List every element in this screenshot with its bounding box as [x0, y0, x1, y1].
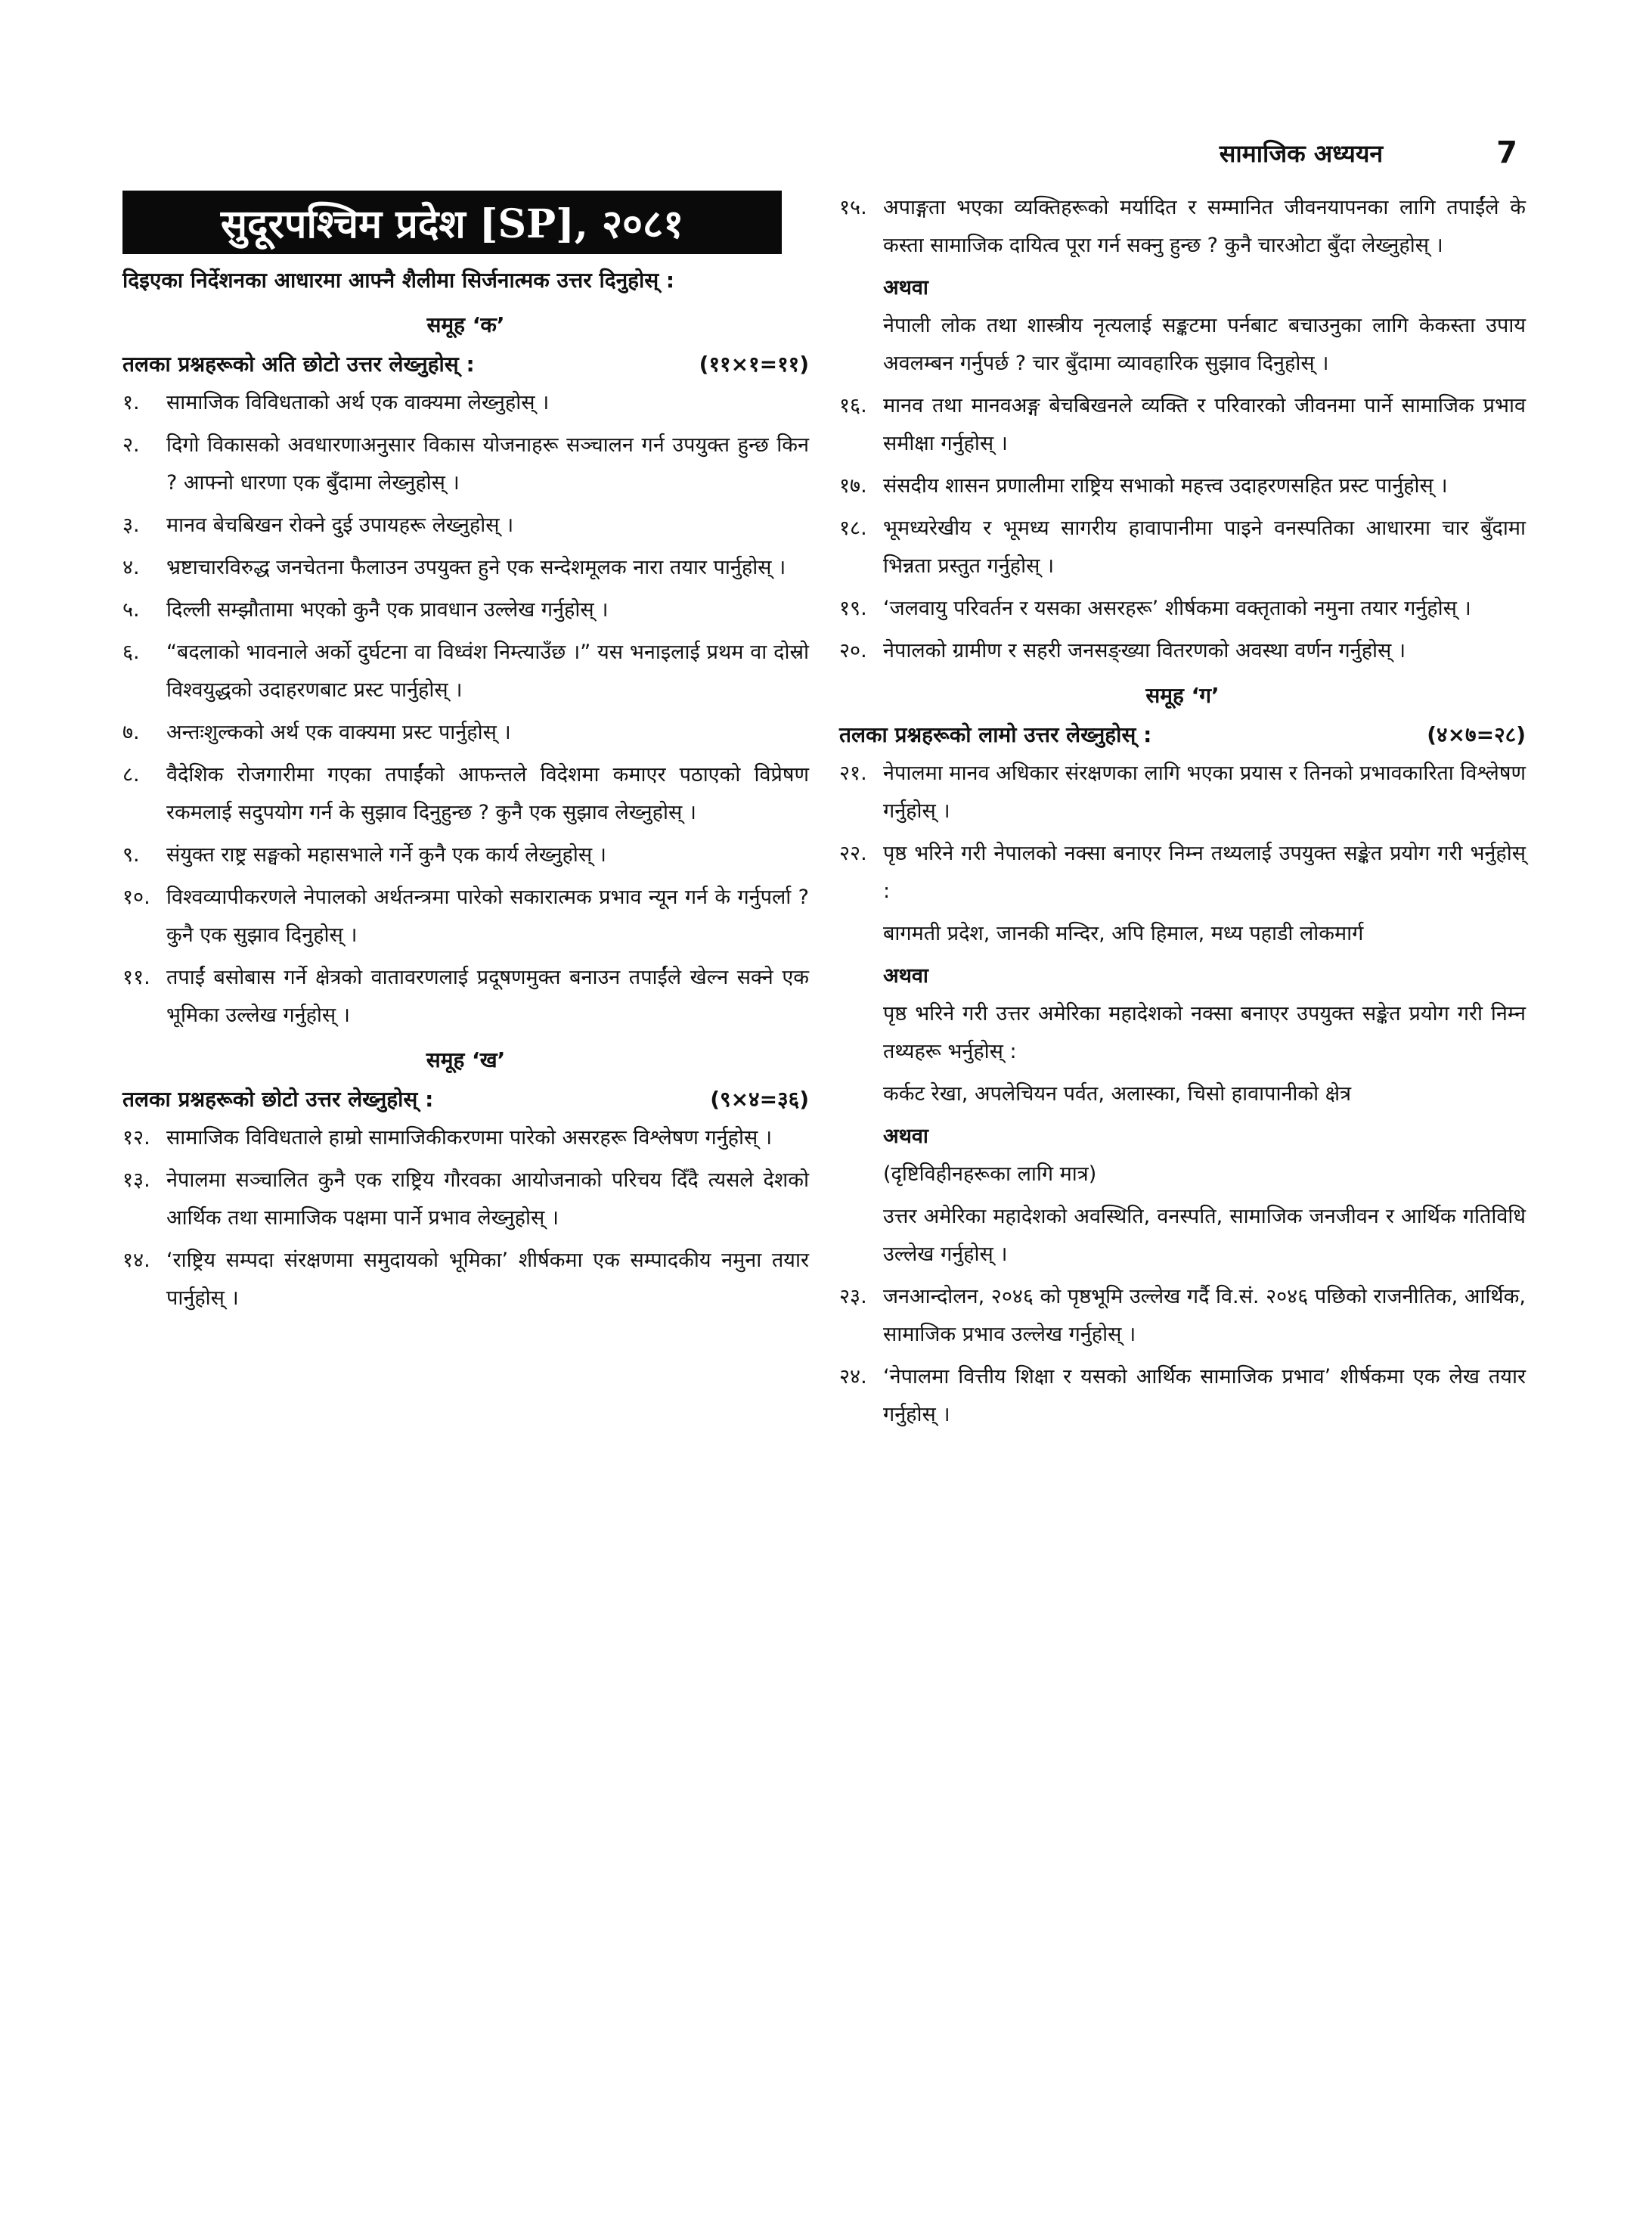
question-number: १०. — [122, 886, 150, 909]
question-number: १. — [122, 391, 140, 414]
question — [122, 959, 809, 1035]
question-text: विश्वव्यापीकरणले नेपालको अर्थतन्त्रमा पारेको सकारात्मक प्रभाव न्यून गर्न के गर्नुपर्ला ? कुनै एक सुझाव दिनुहोस् । — [166, 886, 809, 947]
alternate-question-text: पृष्ठ भरिने गरी उत्तर अमेरिका महादेशको नक्सा बनाएर उपयुक्त सङ्केत प्रयोग गरी निम्न तथ्यहरू भर्नुहोस् : — [883, 1002, 1526, 1063]
question — [122, 879, 809, 954]
group-c-instruction: तलका प्रश्नहरूको लामो उत्तर लेख्नुहोस् : — [839, 722, 1152, 747]
visually-impaired-question: उत्तर अमेरिका महादेशको अवस्थिति, वनस्पति, सामाजिक जनजीवन र आर्थिक गतिविधि उल्लेख गर्नुहोस् । — [883, 1205, 1526, 1266]
question — [122, 1119, 809, 1157]
question-number: २. — [122, 433, 140, 457]
question-text: सामाजिक विविधताले हाम्रो सामाजिकीकरणमा पारेको असरहरू विश्लेषण गर्नुहोस् । — [166, 1126, 773, 1150]
group-a-marks: (११×१=११) — [699, 352, 809, 377]
visually-impaired-note: (दृष्टिविहीनहरूका लागि मात्र) — [883, 1162, 1097, 1186]
question-number: ६. — [122, 641, 140, 664]
group-a-instruction-row — [122, 345, 809, 384]
map-facts-alternate: कर्कट रेखा, अपलेचियन पर्वत, अलास्का, चिसो हावापानीको क्षेत्र — [883, 1082, 1351, 1106]
page-number: 7 — [1496, 135, 1517, 170]
or-label: अथवा — [883, 1125, 928, 1148]
question-number: ३. — [122, 514, 140, 537]
group-b-heading: समूह ‘ख’ — [426, 1047, 506, 1072]
question — [122, 634, 809, 709]
question-text: “बदलाको भावनाले अर्को दुर्घटना वा विध्वंश निम्त्याउँछ ।” यस भनाइलाई प्रथम वा दोस्रो विश्वयुद्धको उदाहरणबाट प्रस्ट पार्नुहोस् । — [166, 641, 809, 702]
question — [122, 756, 809, 832]
question-number: १७. — [839, 474, 867, 498]
question — [839, 189, 1526, 265]
group-a-instruction: तलका प्रश्नहरूको अति छोटो उत्तर लेख्नुहोस् : — [122, 352, 475, 377]
question-text: ‘नेपालमा वित्तीय शिक्षा र यसको आर्थिक सामाजिक प्रभाव’ शीर्षकमा एक लेख तयार गर्नुहोस् । — [883, 1365, 1526, 1426]
question-number: २४. — [839, 1365, 867, 1388]
question — [839, 467, 1526, 505]
question — [122, 836, 809, 874]
group-c-instruction-row — [839, 715, 1526, 755]
exam-title: सुदूरपश्चिम प्रदेश [SP], २०८१ — [122, 191, 782, 254]
question — [839, 590, 1526, 628]
question-number: १४. — [122, 1249, 150, 1272]
question-number: ४. — [122, 556, 140, 579]
question-number: १२. — [122, 1126, 150, 1150]
question-text: मानव तथा मानवअङ्ग बेचबिखनले व्यक्ति र परिवारको जीवनमा पार्ने सामाजिक प्रभाव समीक्षा गर्नुहोस् । — [883, 394, 1526, 455]
question-number: १५. — [839, 196, 867, 219]
group-b-marks: (९×४=३६) — [710, 1087, 809, 1112]
subject-title: सामाजिक अध्ययन — [1219, 138, 1384, 168]
group-c-heading: समूह ‘ग’ — [1145, 683, 1220, 708]
left-column — [122, 191, 809, 1322]
question — [839, 835, 1526, 911]
question-text: नेपालको ग्रामीण र सहरी जनसङ्ख्या वितरणको अवस्था वर्णन गर्नुहोस् । — [883, 639, 1406, 662]
question-number: ५. — [122, 598, 140, 622]
question-number: ११. — [122, 966, 150, 989]
question-text: ‘राष्ट्रिय सम्पदा संरक्षणमा समुदायको भूमिका’ शीर्षकमा एक सम्पादकीय नमुना तयार पार्नुहोस् । — [166, 1249, 809, 1310]
question-number: २२. — [839, 842, 867, 865]
group-c-marks: (४×७=२८) — [1427, 722, 1526, 747]
question-text: संयुक्त राष्ट्र सङ्घको महासभाले गर्ने कुनै एक कार्य लेख्नुहोस् । — [166, 843, 606, 867]
question-number: १६. — [839, 394, 867, 417]
group-b-instruction: तलका प्रश्नहरूको छोटो उत्तर लेख्नुहोस् : — [122, 1087, 434, 1112]
question — [122, 591, 809, 629]
question-number: १९. — [839, 597, 867, 620]
group-a-questions — [122, 384, 809, 1035]
question-text: जनआन्दोलन, २०४६ को पृष्ठभूमि उल्लेख गर्दै वि.सं. २०४६ पछिको राजनीतिक, आर्थिक, सामाजिक प्रभाव उल्लेख गर्नुहोस् । — [883, 1285, 1526, 1346]
question — [122, 549, 809, 587]
question-text: वैदेशिक रोजगारीमा गएका तपाईंको आफन्तले विदेशमा कमाएर पठाएको विप्रेषण रकमलाई सदुपयोग गर्न के सुझाव दिनुहुन्छ ? कुनै एक सुझाव लेख्नुहोस् । — [166, 763, 809, 824]
alternate-question-text: नेपाली लोक तथा शास्त्रीय नृत्यलाई सङ्कटमा पर्नबाट बचाउनुका लागि केकस्ता उपाय अवलम्बन गर्नुपर्छ ? चार बुँदामा व्यावहारिक सुझाव दिनुहोस् । — [883, 314, 1526, 375]
question — [839, 1278, 1526, 1354]
question-text: पृष्ठ भरिने गरी नेपालको नक्सा बनाएर निम्न तथ्यलाई उपयुक्त सङ्केत प्रयोग गरी भर्नुहोस् : — [883, 842, 1526, 903]
question-text: तपाईं बसोबास गर्ने क्षेत्रको वातावरणलाई प्रदूषणमुक्त बनाउन तपाईंले खेल्न सक्ने एक भूमिका उल्लेख गर्नुहोस् । — [166, 966, 809, 1027]
right-column — [839, 189, 1526, 1438]
question-text: ‘जलवायु परिवर्तन र यसका असरहरू’ शीर्षकमा वक्तृताको नमुना तयार गर्नुहोस् । — [883, 597, 1471, 620]
question — [122, 714, 809, 752]
question-text: अन्तःशुल्कको अर्थ एक वाक्यमा प्रस्ट पार्नुहोस् । — [166, 721, 511, 744]
question-text: नेपालमा मानव अधिकार संरक्षणका लागि भएका प्रयास र तिनको प्रभावकारिता विश्लेषण गर्नुहोस् । — [883, 762, 1526, 823]
page-header — [1064, 130, 1517, 175]
question-number: ९. — [122, 843, 140, 867]
question-number: ८. — [122, 763, 140, 787]
group-b-instruction-row — [122, 1080, 809, 1119]
group-a-heading: समूह ‘क’ — [426, 312, 505, 337]
question-text: मानव बेचबिखन रोक्ने दुई उपायहरू लेख्नुहोस् । — [166, 514, 514, 537]
question-text: दिल्ली सम्झौतामा भएको कुनै एक प्रावधान उल्लेख गर्नुहोस् । — [166, 598, 609, 622]
question-number: २०. — [839, 639, 867, 662]
question-text: दिगो विकासको अवधारणाअनुसार विकास योजनाहरू सञ्चालन गर्न उपयुक्त हुन्छ किन ? आफ्नो धारणा एक बुँदामा लेख्नुहोस् । — [166, 433, 809, 495]
or-label: अथवा — [883, 276, 928, 299]
question-number: २३. — [839, 1285, 867, 1308]
question-number: ७. — [122, 721, 140, 744]
question — [839, 387, 1526, 463]
question-text: सामाजिक विविधताको अर्थ एक वाक्यमा लेख्नुहोस् । — [166, 391, 550, 414]
question — [839, 632, 1526, 670]
question — [122, 427, 809, 502]
question — [839, 755, 1526, 830]
or-label: अथवा — [883, 964, 928, 988]
question — [122, 507, 809, 545]
map-facts: बागमती प्रदेश, जानकी मन्दिर, अपि हिमाल, मध्य पहाडी लोकमार्ग — [883, 922, 1364, 945]
question-text: भूमध्यरेखीय र भूमध्य सागरीय हावापानीमा पाइने वनस्पतिका आधारमा चार बुँदामा भिन्नता प्रस्तुत गर्नुहोस् । — [883, 517, 1526, 578]
question-text: नेपालमा सञ्चालित कुनै एक राष्ट्रिय गौरवका आयोजनाको परिचय दिँदै त्यसले देशको आर्थिक तथा सामाजिक पक्षमा पार्ने प्रभाव लेख्नुहोस् । — [166, 1168, 809, 1230]
question-number: १८. — [839, 517, 867, 540]
question-text: अपाङ्गता भएका व्यक्तिहरूको मर्यादित र सम्मानित जीवनयापनका लागि तपाईंले के कस्ता सामाजिक दायित्व पूरा गर्न सक्नु हुन्छ ? कुनै चारओटा बुँदा लेख्नुहोस् । — [883, 196, 1526, 257]
general-instruction: दिइएका निर्देशनका आधारमा आफ्नै शैलीमा सिर्जनात्मक उत्तर दिनुहोस् : — [122, 268, 675, 293]
question — [839, 1358, 1526, 1434]
question-number: १३. — [122, 1168, 150, 1192]
question — [122, 384, 809, 422]
question-number: २१. — [839, 762, 867, 785]
question-text: संसदीय शासन प्रणालीमा राष्ट्रिय सभाको महत्त्व उदाहरणसहित प्रस्ट पार्नुहोस् । — [883, 474, 1448, 498]
question — [839, 510, 1526, 585]
question — [122, 1242, 809, 1317]
question-text: भ्रष्टाचारविरुद्ध जनचेतना फैलाउन उपयुक्त हुने एक सन्देशमूलक नारा तयार पार्नुहोस् । — [166, 556, 786, 579]
question — [122, 1162, 809, 1237]
